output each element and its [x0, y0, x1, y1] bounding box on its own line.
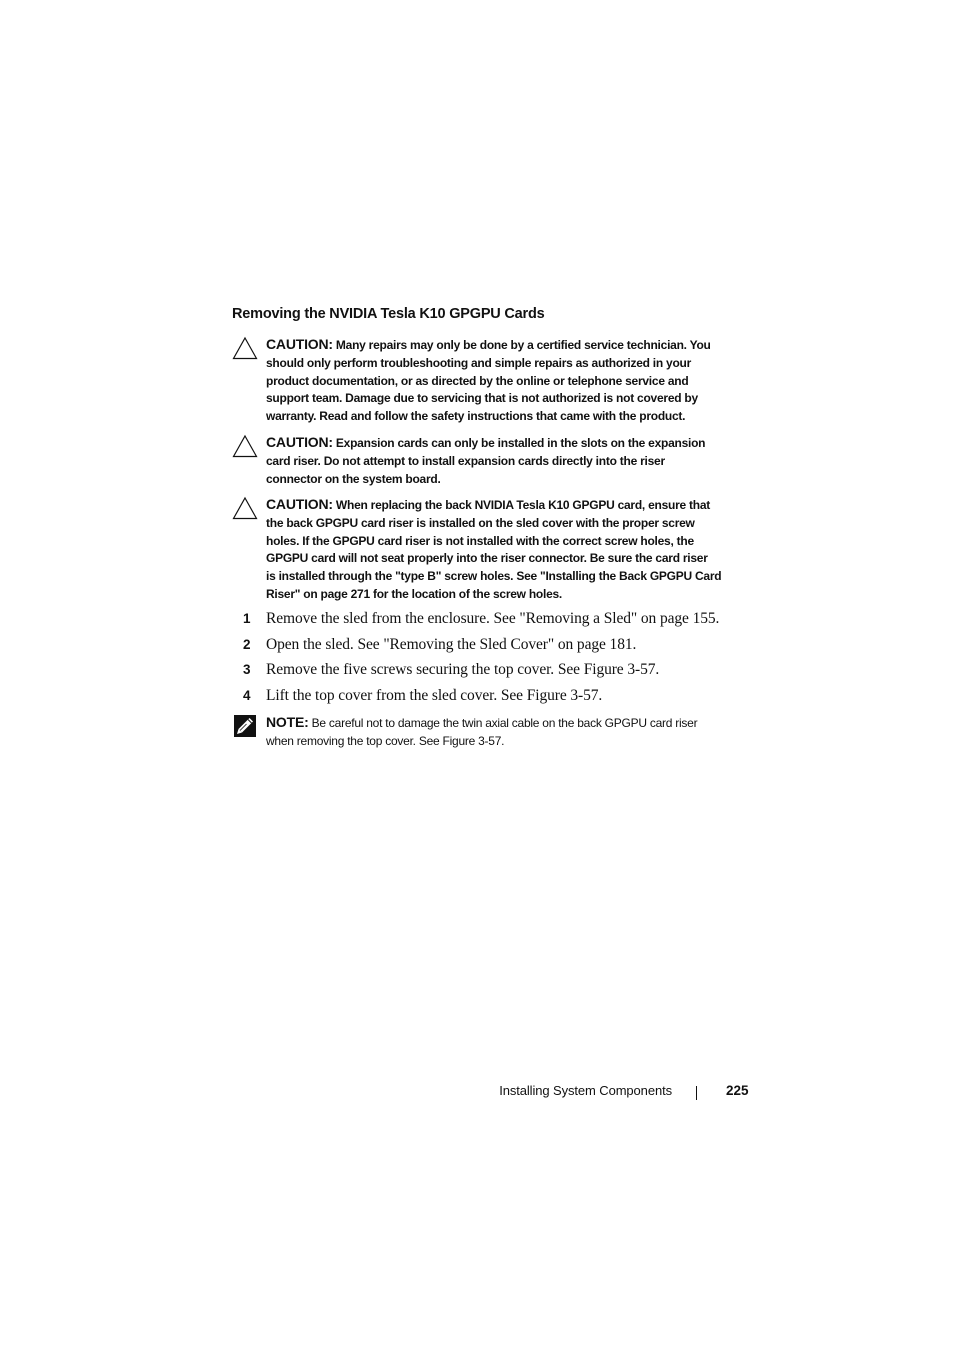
page-footer — [0, 1083, 954, 1103]
step-number: 2 — [243, 636, 251, 652]
footer-divider — [696, 1086, 697, 1100]
step-text: Open the sled. See "Removing the Sled Cover" on page 181. — [266, 635, 637, 653]
note-text: NOTE: Be careful not to damage the twin axial cable on the back GPGPU card riser when removing the top cover. See Figure 3-57. — [266, 714, 698, 748]
step-item — [232, 632, 772, 658]
caution-triangle-icon — [232, 434, 258, 458]
page-number: 225 — [726, 1083, 749, 1098]
step-text: Lift the top cover from the sled cover. See Figure 3-57. — [266, 686, 603, 704]
caution-block-1 — [232, 336, 752, 426]
step-item — [232, 683, 772, 709]
step-text: Remove the sled from the enclosure. See "Removing a Sled" on page 155. — [266, 610, 720, 627]
caution-block-2 — [232, 434, 752, 488]
caution-triangle-icon — [232, 336, 258, 360]
caution-text-3: CAUTION: When replacing the back NVIDIA Tesla K10 GPGPU card, ensure that the back GPGPU card riser is installed on the sled cover with the proper screw holes. If the GPGPU card riser is not installed with the correct screw holes, the GPGPU card will not seat properly into the riser connector. Be sure the card riser is installed through the "type B" screw holes. See "Installing the Back GPGPU Card Riser" on page 271 for the location of the screw holes. — [266, 496, 722, 601]
caution-block-3 — [232, 496, 752, 604]
caution-label: CAUTION: — [266, 336, 333, 352]
step-item — [232, 606, 772, 632]
step-item — [232, 657, 772, 683]
caution-label: CAUTION: — [266, 434, 333, 450]
caution-text-1: CAUTION: Many repairs may only be done by a certified service technician. You should only perform troubleshooting and simple repairs as authorized in your product documentation, or as directed by the online or telephone service and support team. Damage due to servicing that is not authorized is not covered by warranty. Read and follow the safety instructions that came with the product. — [266, 336, 711, 424]
caution-text-2: CAUTION: Expansion cards can only be installed in the slots on the expansion card riser. Do not attempt to install expansion cards directly into the riser connector on the system board. — [266, 434, 706, 486]
section-heading: Removing the NVIDIA Tesla K10 GPGPU Cards — [232, 306, 545, 322]
caution-label: CAUTION: — [266, 496, 333, 512]
note-block — [232, 713, 762, 750]
procedure-steps — [232, 606, 772, 708]
step-text: Remove the five screws securing the top cover. See Figure 3-57. — [266, 661, 660, 679]
step-number: 4 — [243, 687, 251, 703]
caution-triangle-icon — [232, 496, 258, 520]
note-label: NOTE: — [266, 714, 309, 730]
note-pencil-icon — [234, 715, 256, 737]
step-number: 1 — [243, 611, 251, 626]
footer-section-title: Installing System Components — [499, 1083, 672, 1098]
step-number: 3 — [243, 662, 251, 678]
